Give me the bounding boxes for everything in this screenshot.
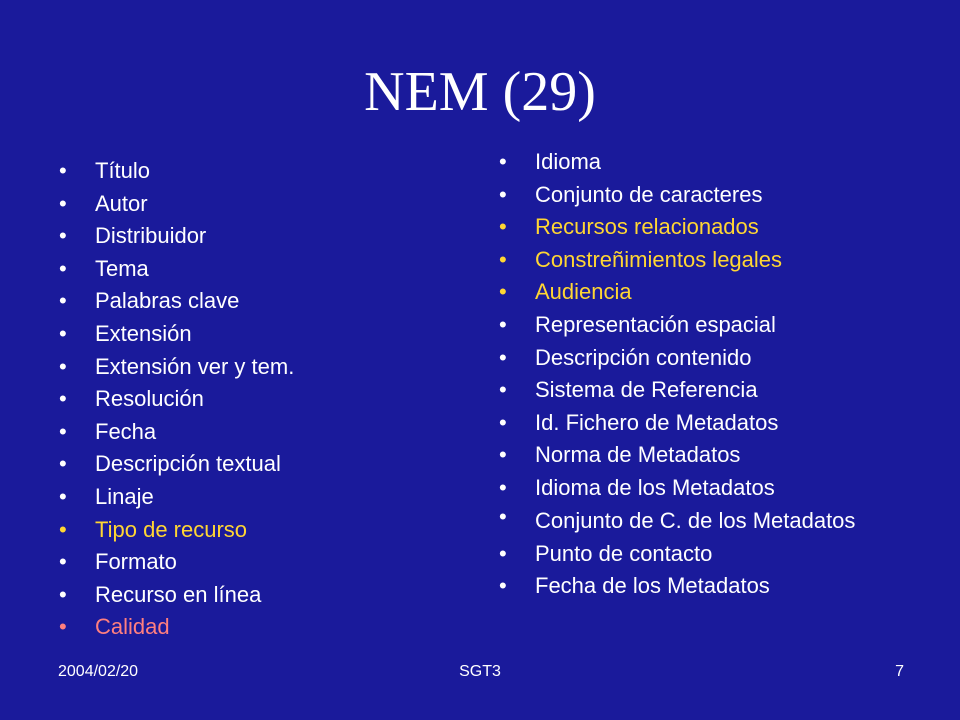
bullet-item: • Distribuidor [59, 220, 439, 253]
bullet-item: • Recursos relacionados [499, 211, 929, 244]
bullet-item: • Autor [59, 188, 439, 221]
bullet-item: • Conjunto de caracteres [499, 179, 929, 212]
bullet-item: • Constreñimientos legales [499, 244, 929, 277]
bullet-item: • Conjunto de C. de los Metadatos [499, 505, 929, 538]
bullet-item: • Idioma de los Metadatos [499, 472, 929, 505]
bullet-item: • Fecha [59, 416, 439, 449]
bullet-item: • Recurso en línea [59, 579, 439, 612]
right-bullet-list [499, 146, 929, 603]
bullet-item: • Descripción textual [59, 448, 439, 481]
bullet-item: • Tipo de recurso [59, 514, 439, 547]
bullet-item: • Sistema de Referencia [499, 374, 929, 407]
bullet-item: • Tema [59, 253, 439, 286]
bullet-item: • Punto de contacto [499, 538, 929, 571]
bullet-item: • Norma de Metadatos [499, 439, 929, 472]
bullet-item: • Fecha de los Metadatos [499, 570, 929, 603]
slide-title: NEM (29) [364, 61, 596, 123]
bullet-item: • Calidad [59, 611, 439, 644]
footer-center-text: SGT3 [459, 663, 501, 680]
bullet-item: • Representación espacial [499, 309, 929, 342]
bullet-item: • Descripción contenido [499, 342, 929, 375]
bullet-item: • Palabras clave [59, 285, 439, 318]
bullet-item: • Idioma [499, 146, 929, 179]
footer-date: 2004/02/20 [58, 663, 139, 680]
footer-page-number: 7 [895, 663, 904, 680]
bullet-item: • Linaje [59, 481, 439, 514]
bullet-item: • Resolución [59, 383, 439, 416]
bullet-item: • Extensión ver y tem. [59, 351, 439, 384]
bullet-item: • Extensión [59, 318, 439, 351]
bullet-item: • Título [59, 155, 439, 188]
bullet-item: • Formato [59, 546, 439, 579]
left-bullet-list [59, 155, 439, 644]
bullet-item: • Id. Fichero de Metadatos [499, 407, 929, 440]
bullet-item: • Audiencia [499, 276, 929, 309]
